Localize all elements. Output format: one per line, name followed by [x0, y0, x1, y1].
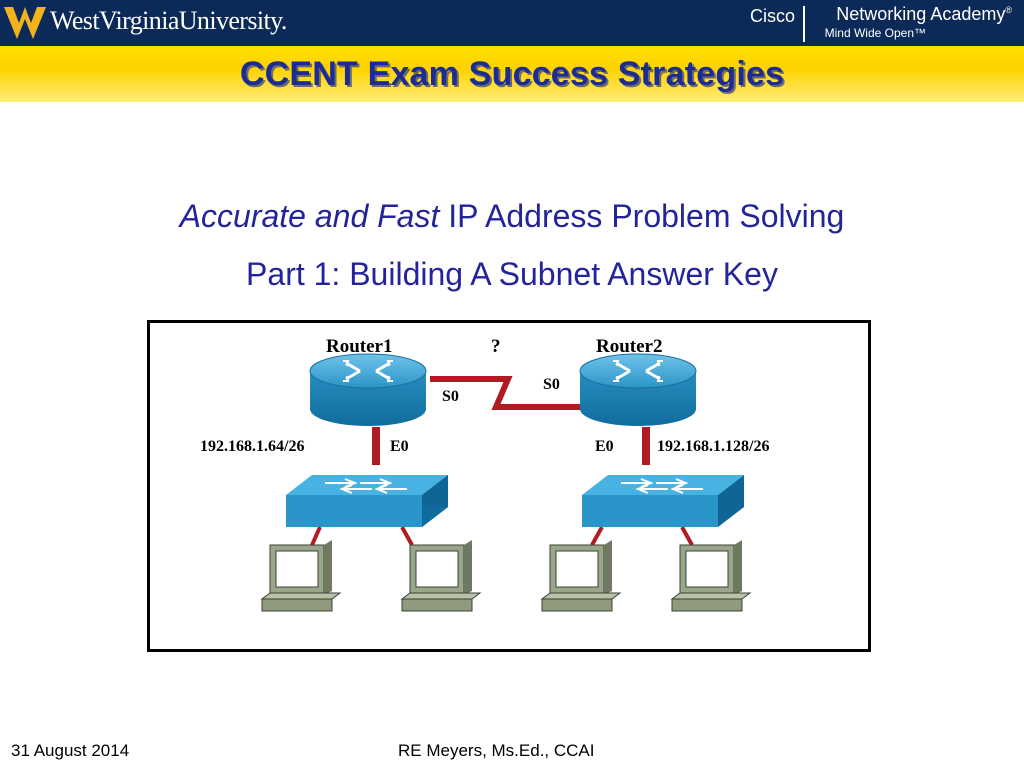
university-name: WestVirginiaUniversity.: [50, 6, 287, 35]
header-bar: [0, 0, 1024, 46]
footer-date: 31 August 2014: [11, 741, 130, 760]
slide-subtitle: [0, 198, 1024, 235]
unknown-network-label: ?: [491, 336, 501, 357]
network-diagram: [147, 320, 871, 652]
router1-label: Router1: [326, 336, 393, 357]
pc2-icon: [402, 540, 480, 611]
pc-link-1: [312, 527, 320, 545]
slide-subtitle-part: Part 1: Building A Subnet Answer Key: [246, 256, 778, 292]
r1-network-label: 192.168.1.64/26: [200, 438, 305, 455]
r1-ethernet-label: E0: [390, 438, 409, 455]
subtitle-emphasis: Accurate and Fast: [179, 198, 440, 234]
r2-ethernet-link: [642, 427, 650, 465]
r2-network-label: 192.168.1.128/26: [657, 438, 770, 455]
router2-label: Router2: [596, 336, 663, 357]
pc-link-3: [592, 527, 602, 545]
r1-ethernet-link: [372, 427, 380, 465]
pc-link-2: [402, 527, 412, 545]
pc-link-4: [682, 527, 692, 545]
r2-ethernet-label: E0: [595, 438, 614, 455]
cisco-word: Cisco: [749, 6, 795, 26]
pc4-icon: [672, 540, 750, 611]
cisco-divider: [803, 6, 805, 42]
pc3-icon: [542, 540, 620, 611]
slide-title: CCENT Exam Success Strategies: [239, 55, 785, 93]
r1-serial-label: S0: [442, 388, 459, 405]
router2-icon: [580, 354, 696, 426]
router1-icon: [310, 354, 426, 426]
pc1-icon: [262, 540, 340, 611]
switch2-icon: [582, 475, 744, 527]
r2-serial-label: S0: [543, 376, 560, 393]
academy-tagline: Mind Wide Open™: [824, 26, 926, 40]
academy-name: Networking Academy®: [836, 4, 1012, 24]
subtitle-text: IP Address Problem Solving: [439, 198, 845, 234]
network-diagram-svg: [150, 323, 868, 649]
cisco-academy-logo: [749, 4, 1012, 44]
footer-author: RE Meyers, Ms.Ed., CCAI: [398, 741, 595, 760]
switch1-icon: [286, 475, 448, 527]
wvu-logo-icon: [2, 3, 48, 43]
